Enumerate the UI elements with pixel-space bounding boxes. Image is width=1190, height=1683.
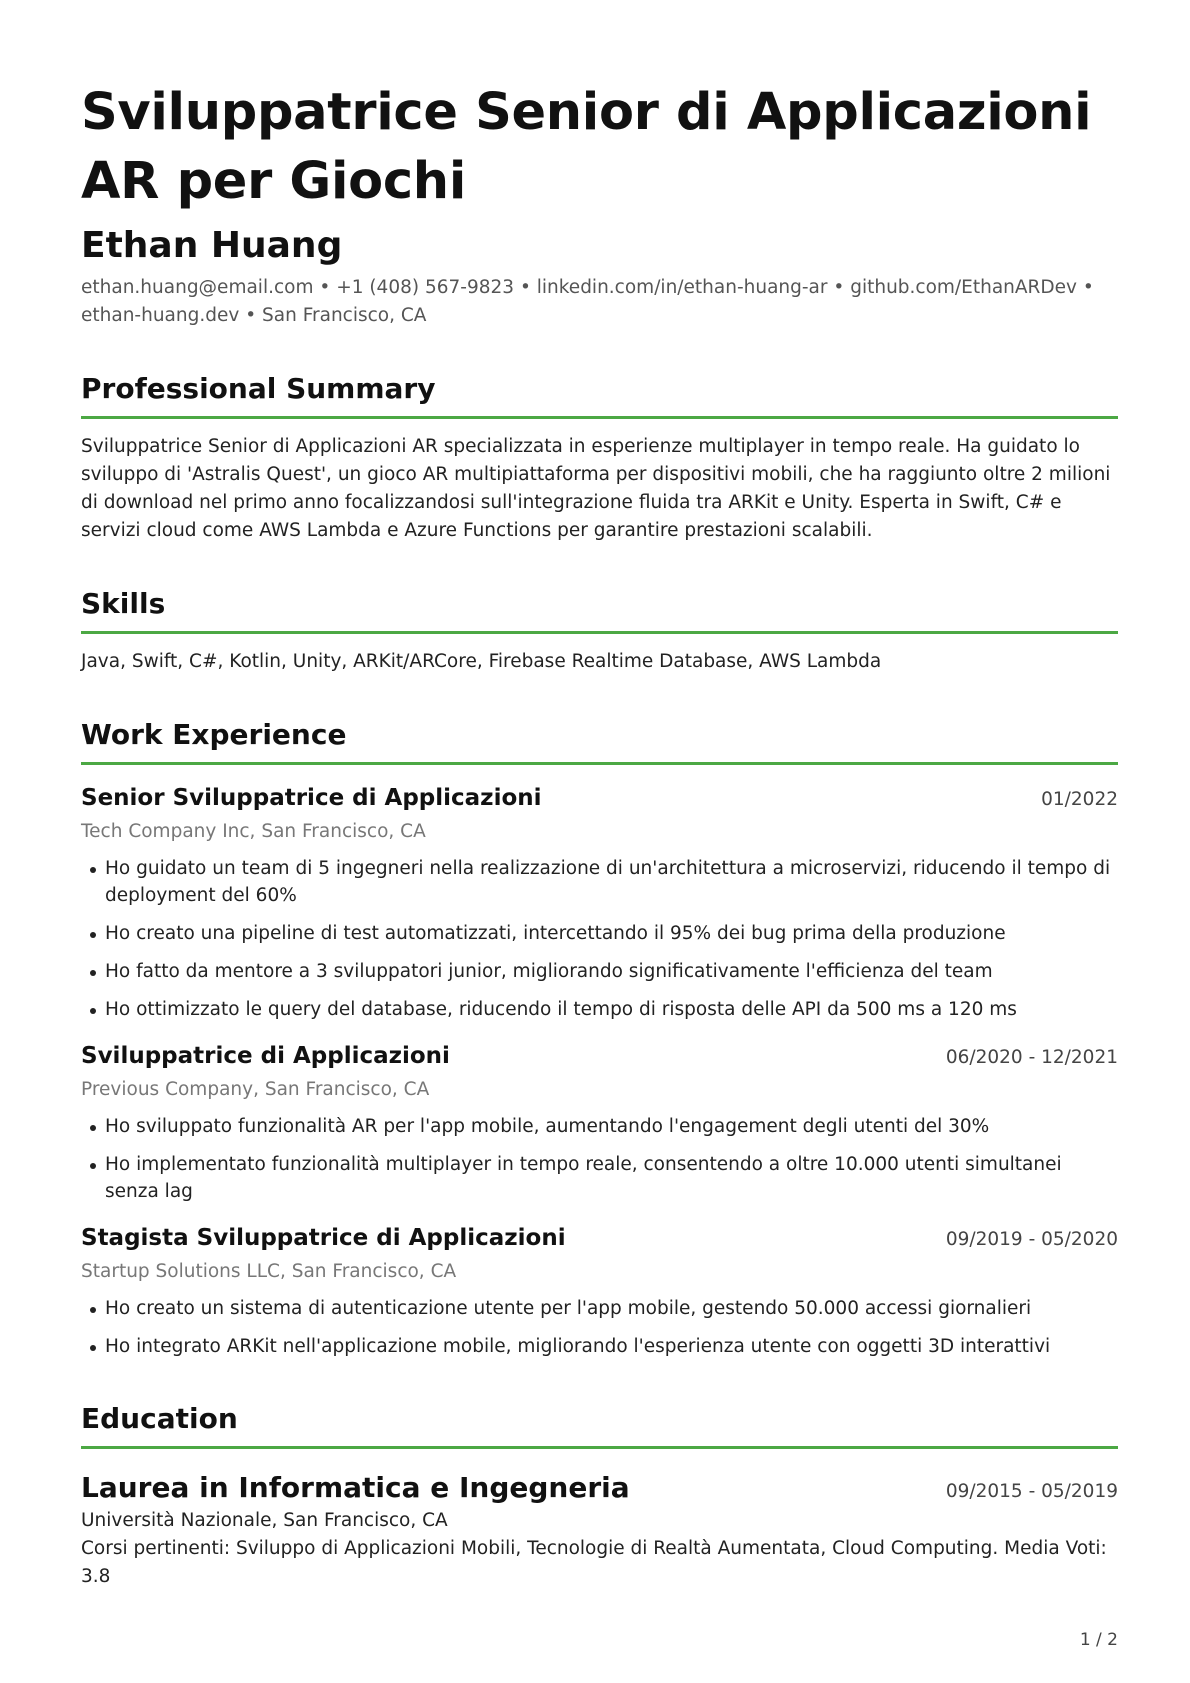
skills-text: Java, Swift, C#, Kotlin, Unity, ARKit/ARCore, Firebase Realtime Database, AWS Lambda bbox=[81, 651, 882, 672]
job-bullet: Ho creato una pipeline di test automatizzati, intercettando il 95% dei bug prima della produzione bbox=[81, 920, 1118, 947]
job-entry bbox=[81, 781, 1118, 1023]
contact-separator: • bbox=[319, 277, 331, 298]
contact-separator: • bbox=[245, 305, 257, 326]
education-date: 09/2015 - 05/2019 bbox=[945, 1481, 1118, 1502]
contact-phone[interactable]: +1 (408) 567-9823 bbox=[336, 277, 515, 298]
job-entry bbox=[81, 1221, 1118, 1360]
resume-page bbox=[81, 78, 1118, 1591]
experience-section bbox=[81, 716, 1118, 1360]
job-company: Previous Company, San Francisco, CA bbox=[81, 1079, 430, 1100]
job-bullet: Ho fatto da mentore a 3 sviluppatori junior, migliorando significativamente l'efficienza del team bbox=[81, 958, 1118, 985]
contact-separator: • bbox=[519, 277, 531, 298]
job-entry bbox=[81, 1039, 1118, 1205]
education-section bbox=[81, 1400, 1118, 1591]
skills-heading: Skills bbox=[81, 585, 1118, 634]
job-bullets bbox=[81, 1295, 1118, 1360]
contact-email[interactable]: ethan.huang@email.com bbox=[81, 277, 314, 298]
contact-website[interactable]: ethan-huang.dev bbox=[81, 305, 240, 326]
education-degree: Laurea in Informatica e Ingegneria bbox=[81, 1471, 630, 1504]
job-bullet: Ho implementato funzionalità multiplayer in tempo reale, consentendo a oltre 10.000 utenti simultanei senza lag bbox=[81, 1151, 1118, 1205]
experience-heading: Work Experience bbox=[81, 716, 1118, 765]
job-bullet: Ho integrato ARKit nell'applicazione mobile, migliorando l'esperienza utente con oggetti 3D interattivi bbox=[81, 1333, 1118, 1360]
education-school: Università Nazionale, San Francisco, CA bbox=[81, 1510, 448, 1531]
job-bullets bbox=[81, 1113, 1118, 1205]
contact-github[interactable]: github.com/EthanARDev bbox=[850, 277, 1077, 298]
contact-separator: • bbox=[833, 277, 845, 298]
contact-line bbox=[81, 274, 1118, 330]
job-date: 01/2022 bbox=[1041, 789, 1118, 810]
job-title: Senior Sviluppatrice di Applicazioni bbox=[81, 785, 542, 811]
job-bullet: Ho guidato un team di 5 ingegneri nella realizzazione di un'architettura a microservizi, riducendo il tempo di deployment del 60% bbox=[81, 855, 1118, 909]
job-bullet: Ho ottimizzato le query del database, riducendo il tempo di risposta delle API da 500 ms a 120 ms bbox=[81, 996, 1118, 1023]
job-company: Startup Solutions LLC, San Francisco, CA bbox=[81, 1261, 457, 1282]
job-title: Stagista Sviluppatrice di Applicazioni bbox=[81, 1225, 566, 1251]
job-date: 06/2020 - 12/2021 bbox=[945, 1047, 1118, 1068]
contact-location: San Francisco, CA bbox=[262, 305, 427, 326]
job-bullets bbox=[81, 855, 1118, 1023]
summary-section bbox=[81, 370, 1118, 545]
summary-text: Sviluppatrice Senior di Applicazioni AR specializzata in esperienze multiplayer in tempo reale. Ha guidato lo sviluppo di 'Astralis Quest', un gioco AR multipiattaforma per dispositivi mobili, che ha raggiunto oltre 2 milioni di download nel primo anno focalizzandosi sull'integrazione fluida tra ARKit e Unity. Esperta in Swift, C# e servizi cloud come AWS Lambda e Azure Functions per garantire prestazioni scalabili. bbox=[81, 436, 1111, 541]
job-company: Tech Company Inc, San Francisco, CA bbox=[81, 821, 426, 842]
skills-section bbox=[81, 585, 1118, 676]
job-title: Sviluppatrice di Applicazioni bbox=[81, 1043, 450, 1069]
job-bullet: Ho creato un sistema di autenticazione utente per l'app mobile, gestendo 50.000 accessi giornalieri bbox=[81, 1295, 1118, 1322]
education-heading: Education bbox=[81, 1400, 1118, 1449]
resume-title: Sviluppatrice Senior di Applicazioni AR per Giochi bbox=[81, 83, 1092, 211]
education-notes: Corsi pertinenti: Sviluppo di Applicazioni Mobili, Tecnologie di Realtà Aumentata, Cloud Computing. Media Voti: 3.8 bbox=[81, 1538, 1107, 1587]
contact-separator: • bbox=[1082, 277, 1094, 298]
person-name: Ethan Huang bbox=[81, 225, 343, 266]
job-date: 09/2019 - 05/2020 bbox=[945, 1229, 1118, 1250]
job-bullet: Ho sviluppato funzionalità AR per l'app mobile, aumentando l'engagement degli utenti del 30% bbox=[81, 1113, 1118, 1140]
summary-heading: Professional Summary bbox=[81, 370, 1118, 419]
contact-linkedin[interactable]: linkedin.com/in/ethan-huang-ar bbox=[536, 277, 828, 298]
page-number: 1 / 2 bbox=[1079, 1630, 1118, 1650]
